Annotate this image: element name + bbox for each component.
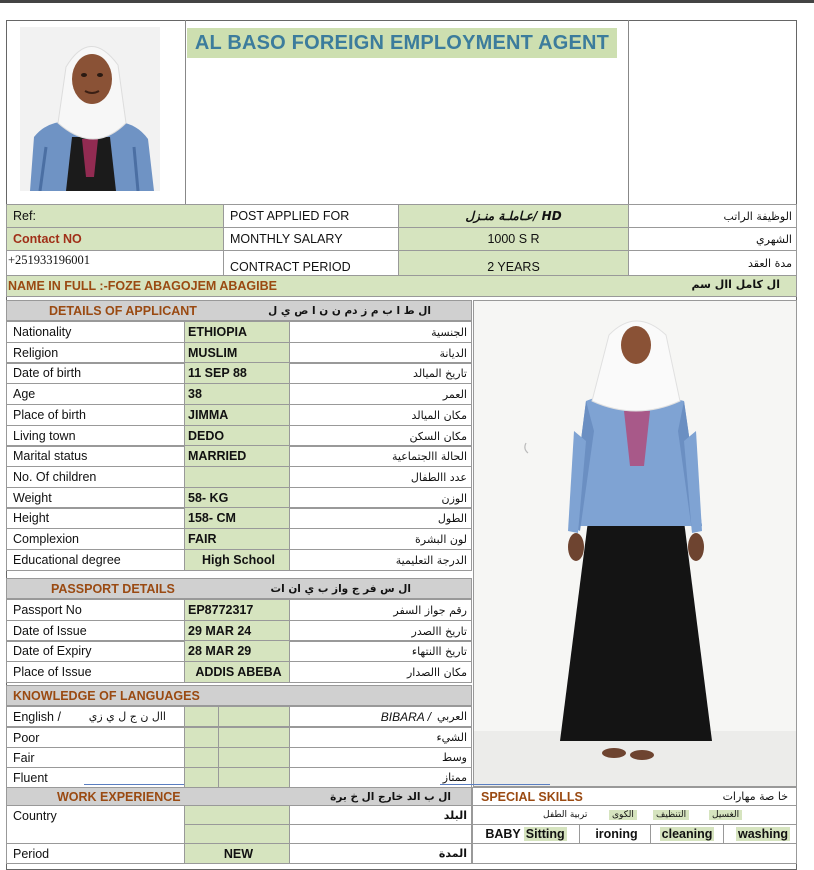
details-height-value: 158- CM — [184, 507, 290, 529]
details-place-of-birth-label: Place of birth — [6, 404, 185, 426]
skill-cleaning-text: cleaning — [661, 827, 713, 841]
details-weight-value: 58- KG — [184, 487, 290, 509]
passport-place-of-issue-label: Place of Issue — [6, 661, 185, 683]
passport-passport-no-ar: رقم جواز السفر — [289, 599, 472, 621]
skill-ar-cleaning: التنظيف — [653, 810, 689, 820]
work-experience-header — [6, 787, 472, 806]
agency-title: AL BASO FOREIGN EMPLOYMENT AGENT — [187, 28, 617, 58]
language-fair-box-b[interactable] — [218, 747, 290, 768]
details-marital-status-value: MARRIED — [184, 445, 290, 467]
page-top-border — [0, 0, 814, 3]
language-english-text: English / — [13, 709, 61, 724]
details-religion-ar: الديانة — [289, 342, 472, 364]
details-age-ar: العمر — [289, 383, 472, 405]
details-religion-label: Religion — [6, 342, 185, 364]
language-english-ar: اال ن ج ل ي زي — [88, 710, 166, 723]
skill-washing — [723, 824, 797, 844]
language-poor-ar: الشيء — [289, 727, 472, 748]
passport-date-of-expiry-value: 28 MAR 29 — [184, 640, 290, 662]
details-height-label: Height — [6, 507, 185, 529]
skill-sitting-text: Sitting — [525, 827, 565, 841]
details-title-ar: ال ط ا ب م ز دم ن ن ا ص ي ل — [268, 304, 431, 317]
language-fluent-box-a[interactable] — [184, 767, 219, 788]
details-nationality-label: Nationality — [6, 321, 185, 343]
skill-cleaning — [650, 824, 724, 844]
post-applied-value: عـاملـة منـزل/ HD — [398, 204, 629, 228]
details-place-of-birth-value: JIMMA — [184, 404, 290, 426]
contact-number-value: +251933196001 — [6, 250, 224, 276]
skill-ar-ironing: الكوى — [609, 810, 637, 820]
contract-period-value: 2 YEARS — [398, 250, 629, 276]
header-divider-left — [185, 20, 186, 204]
work-period-ar: المدة — [289, 843, 472, 864]
skill-ironing: ironing — [579, 824, 651, 844]
details-weight-label: Weight — [6, 487, 185, 509]
work-country-spacer — [289, 824, 472, 844]
details-complexion-ar: لون البشرة — [289, 528, 472, 550]
language-fair-label: Fair — [6, 747, 185, 768]
passport-date-of-expiry-ar: تاريخ االنتهاء — [289, 640, 472, 662]
details-complexion-value: FAIR — [184, 528, 290, 550]
language-arabic-ar: العربي — [436, 710, 467, 723]
work-country-value[interactable] — [184, 805, 290, 825]
monthly-salary-value: 1000 S R — [398, 227, 629, 251]
language-arabic-text: BIBARA / — [380, 709, 431, 724]
special-skills-ar-row — [472, 805, 797, 825]
passport-title-ar: ال س فر ج واز ب ي ان ات — [270, 582, 411, 595]
skills-blank-row — [472, 843, 797, 864]
skill-washing-text: washing — [737, 827, 788, 841]
details-header — [6, 300, 472, 321]
language-underline-left — [84, 784, 184, 785]
language-english-label — [6, 706, 185, 727]
applicant-portrait-photo — [20, 27, 160, 191]
language-english-box-b[interactable] — [218, 706, 290, 727]
details-age-label: Age — [6, 383, 185, 405]
skill-ar-baby: تربية الطفل — [543, 810, 588, 820]
details-no-of-children-label: No. Of children — [6, 466, 185, 488]
passport-passport-no-label: Passport No — [6, 599, 185, 621]
skill-ar-washing: الغسيل — [709, 810, 742, 820]
work-country-label: Country — [6, 805, 185, 844]
passport-passport-no-value: EP8772317 — [184, 599, 290, 621]
language-fluent-box-b[interactable] — [218, 767, 290, 788]
monthly-salary-label: MONTHLY SALARY — [223, 227, 399, 251]
language-arabic-label — [289, 706, 472, 727]
work-country-ar: البلد — [289, 805, 472, 825]
language-fair-box-a[interactable] — [184, 747, 219, 768]
details-marital-status-label: Marital status — [6, 445, 185, 467]
passport-place-of-issue-value: ADDIS ABEBA — [184, 661, 290, 683]
details-educational-degree-ar: الدرجة التعليمية — [289, 549, 472, 571]
details-date-of-birth-ar: تاريخ الميالد — [289, 362, 472, 384]
details-nationality-value: ETHIOPIA — [184, 321, 290, 343]
languages-title: KNOWLEDGE OF LANGUAGES — [13, 688, 200, 703]
details-weight-ar: الوزن — [289, 487, 472, 509]
skill-baby-text: BABY — [485, 827, 521, 841]
work-period-label: Period — [6, 843, 185, 864]
header-divider-right — [628, 20, 629, 204]
language-fluent-label: Fluent — [6, 767, 185, 788]
language-poor-box-b[interactable] — [218, 727, 290, 748]
work-period-value: NEW — [184, 843, 290, 864]
details-marital-status-ar: الحالة االجتماعية — [289, 445, 472, 467]
language-poor-label: Poor — [6, 727, 185, 748]
details-educational-degree-value: High School — [184, 549, 290, 571]
special-skills-title-ar: خا صة مهارات — [722, 790, 788, 803]
passport-header — [6, 578, 472, 599]
passport-date-of-issue-value: 29 MAR 24 — [184, 620, 290, 642]
language-poor-box-a[interactable] — [184, 727, 219, 748]
details-living-town-label: Living town — [6, 425, 185, 447]
post-applied-ar: الوظيفة الراتب — [628, 204, 797, 228]
details-living-town-ar: مكان السكن — [289, 425, 472, 447]
contact-label: Contact NO — [6, 227, 224, 251]
details-title: DETAILS OF APPLICANT — [49, 303, 197, 318]
languages-header — [6, 685, 472, 706]
language-fair-ar: وسط — [289, 747, 472, 768]
details-living-town-value: DEDO — [184, 425, 290, 447]
details-date-of-birth-value: 11 SEP 88 — [184, 362, 290, 384]
monthly-salary-ar: الشهري — [628, 227, 797, 251]
passport-title: PASSPORT DETAILS — [51, 581, 175, 596]
language-english-box-a[interactable] — [184, 706, 219, 727]
language-fluent-ar: ممتاز — [289, 767, 472, 788]
passport-place-of-issue-ar: مكان االصدار — [289, 661, 472, 683]
ref-label: Ref: — [6, 204, 224, 228]
passport-date-of-expiry-label: Date of Expiry — [6, 640, 185, 662]
details-no-of-children-ar: عدد االطفال — [289, 466, 472, 488]
special-skills-title: SPECIAL SKILLS — [481, 789, 583, 804]
details-complexion-label: Complexion — [6, 528, 185, 550]
details-religion-value: MUSLIM — [184, 342, 290, 364]
applicant-full-body-photo — [473, 300, 797, 787]
work-experience-title: WORK EXPERIENCE — [57, 789, 181, 804]
details-date-of-birth-label: Date of birth — [6, 362, 185, 384]
details-place-of-birth-ar: مكان الميالد — [289, 404, 472, 426]
full-name: NAME IN FULL :-FOZE ABAGOJEM ABAGIBE — [6, 275, 797, 297]
special-skills-header — [472, 787, 797, 806]
work-experience-title-ar: ال ب الد خارج ال خ برة — [330, 790, 451, 803]
details-height-ar: الطول — [289, 507, 472, 529]
language-underline-right — [440, 784, 550, 785]
details-nationality-ar: الجنسية — [289, 321, 472, 343]
details-educational-degree-label: Educational degree — [6, 549, 185, 571]
passport-date-of-issue-ar: تاريخ االصدر — [289, 620, 472, 642]
details-age-value: 38 — [184, 383, 290, 405]
skill-baby-sitting — [472, 824, 580, 844]
details-no-of-children-value — [184, 466, 290, 488]
full-name-ar: ال كامل اال سم — [691, 278, 780, 291]
post-applied-label: POST APPLIED FOR — [223, 204, 399, 228]
contract-period-ar: مدة العقد — [628, 250, 797, 276]
passport-date-of-issue-label: Date of Issue — [6, 620, 185, 642]
contract-period-label: CONTRACT PERIOD — [223, 250, 399, 276]
work-country-value-2[interactable] — [184, 824, 290, 844]
